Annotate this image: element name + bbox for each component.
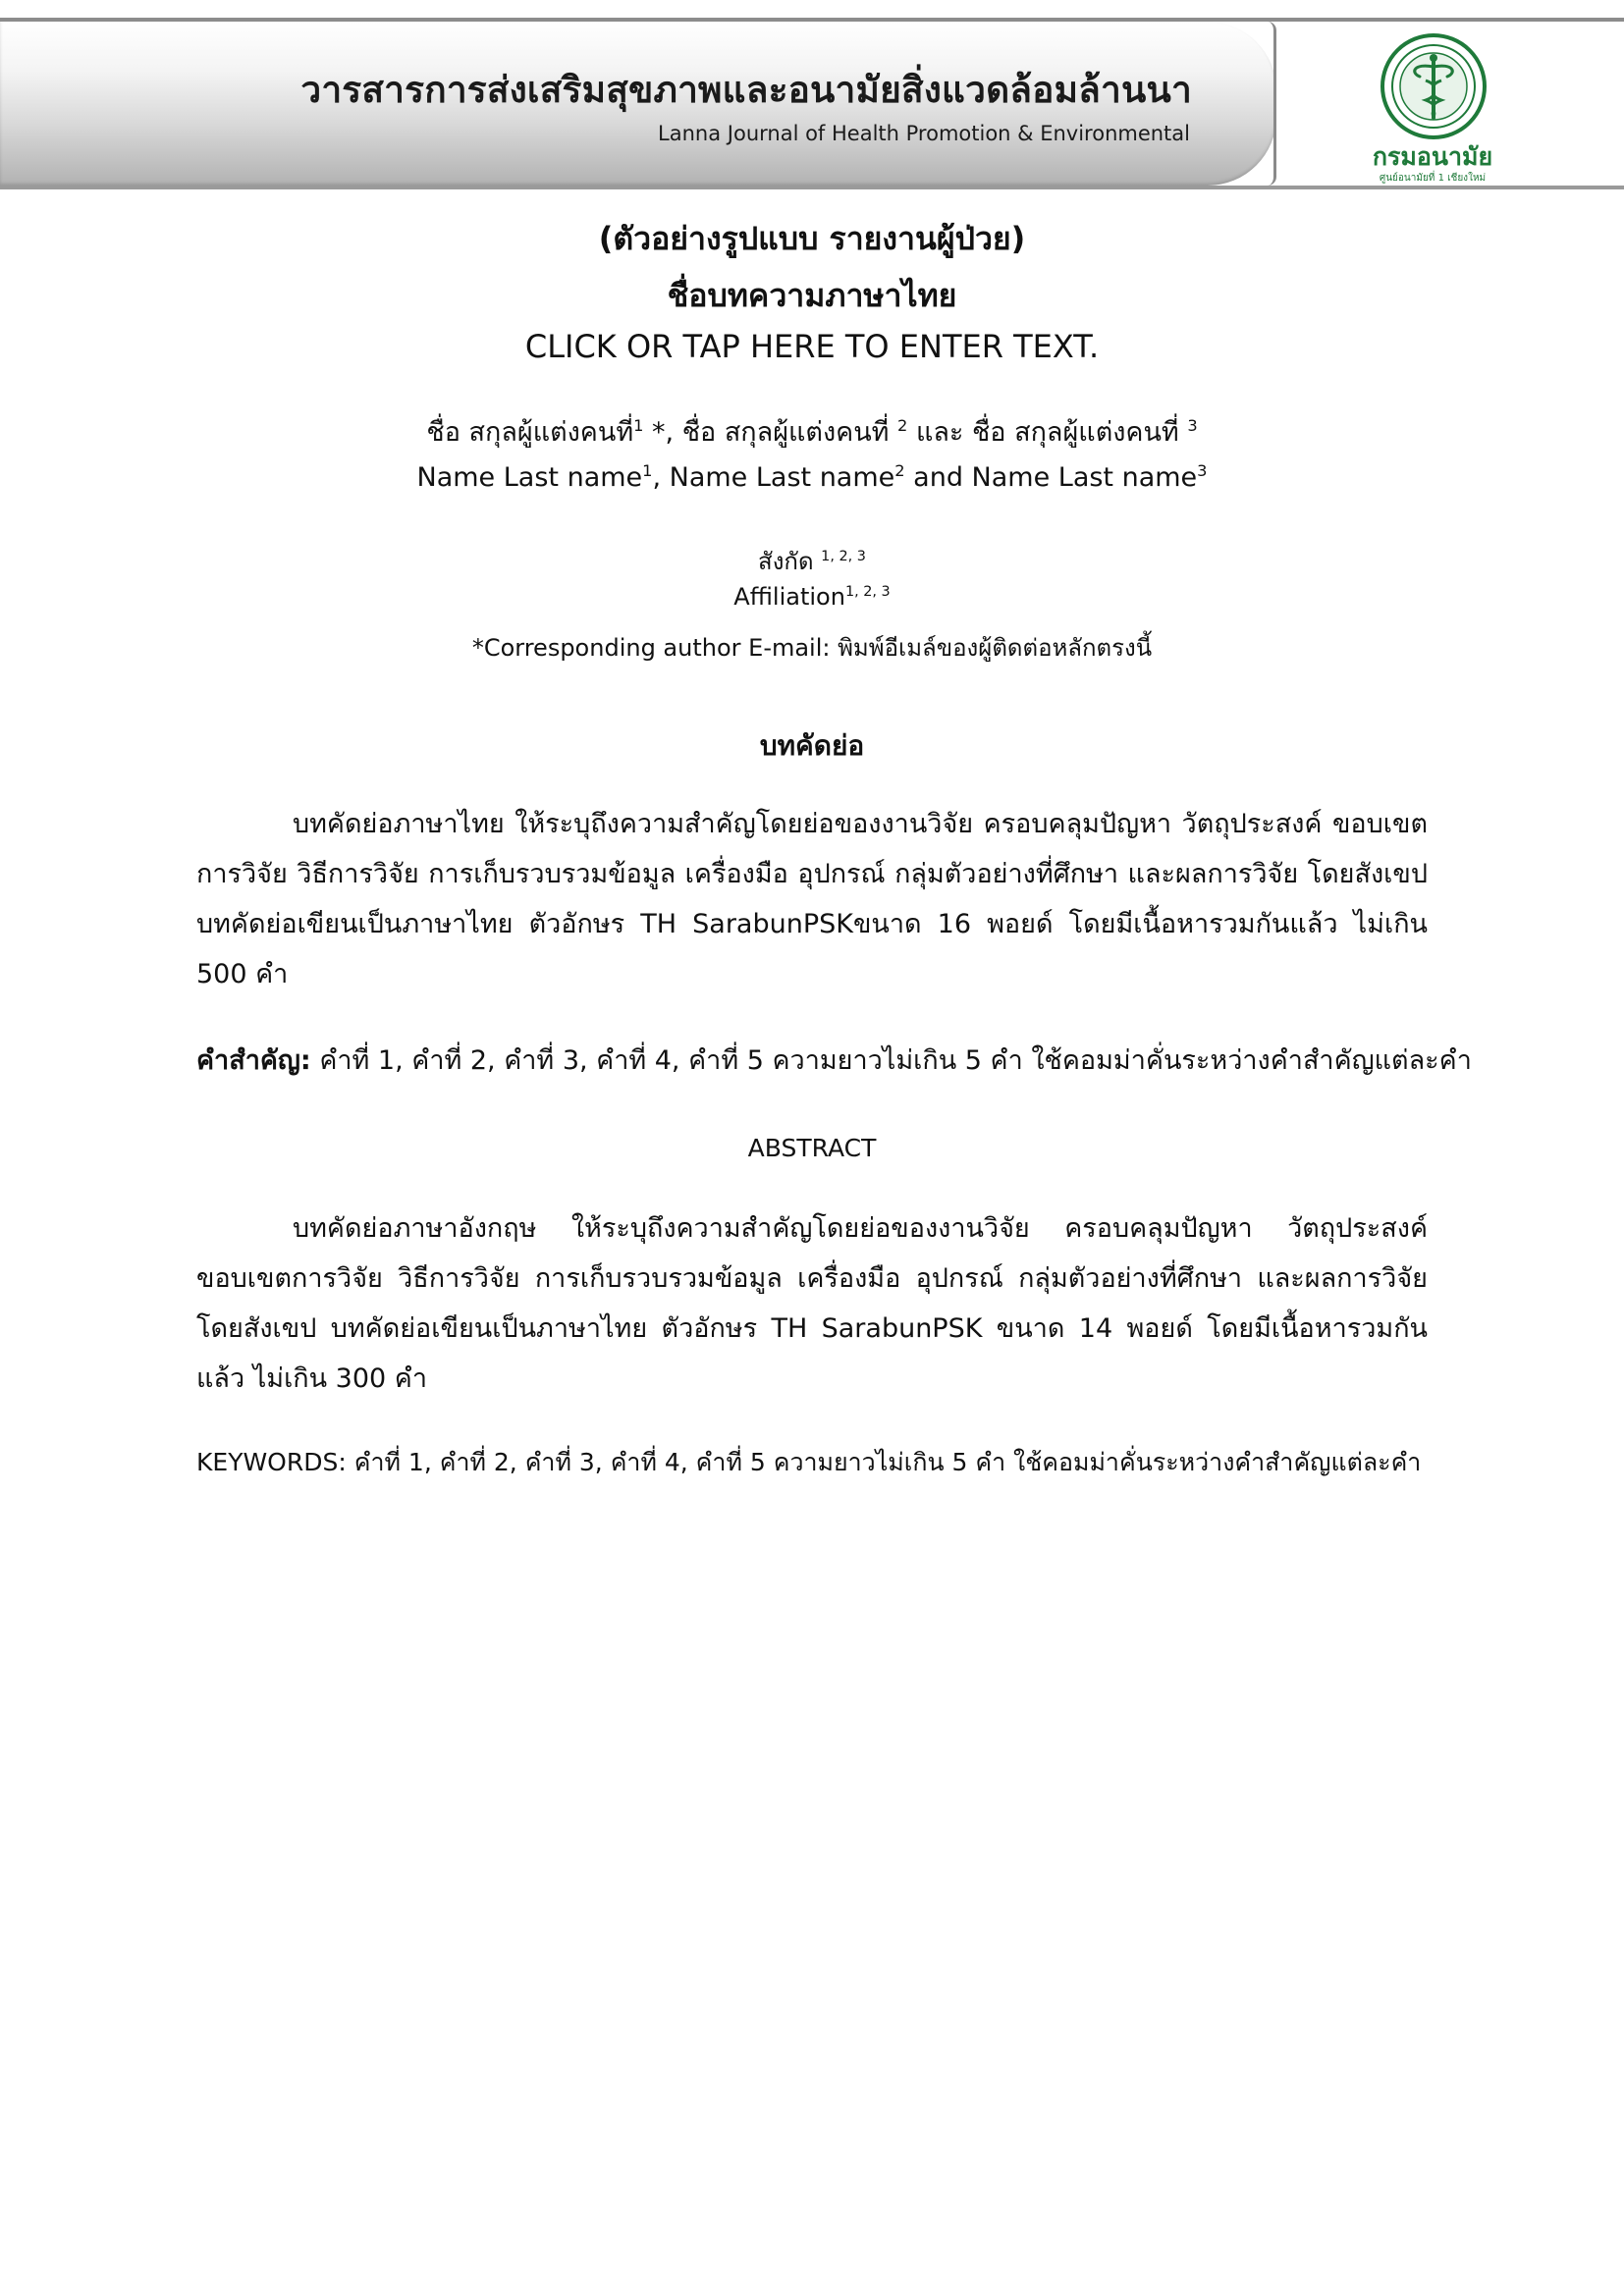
affiliation-english-marks: 1, 2, 3 [844,584,891,600]
author-1-english: Name Last name [416,462,643,493]
affiliation-thai [0,542,1624,580]
author-1-thai: ชื่อ สกุลผู้แต่งคนที่ [426,417,634,448]
corresponding-author-email: *Corresponding author E-mail: พิมพ์อีเมล์ของผู้ติดต่อหลักตรงนี้ [471,634,1153,662]
author-2-thai: ชื่อ สกุลผู้แต่งคนที่ [681,417,898,448]
affiliation-thai-label: สังกัด [758,548,822,575]
author-2-affil-mark-en: 2 [894,461,905,480]
author-1-affil-mark-en: 1 [642,461,653,480]
journal-title-thai: วารสารการส่งเสริมสุขภาพและอนามัยสิ่งแวดล้อมล้านนา [300,69,1192,111]
author-1-affil-mark: 1 [633,416,644,435]
author-3-affil-mark: 3 [1187,416,1198,435]
abstract-heading-english: ABSTRACT [747,1134,877,1162]
example-format-label: (ตัวอย่างรูปแบบ รายงานผู้ป่วย) [598,220,1026,257]
authors-english [0,461,1624,493]
article-title-english-placeholder[interactable]: CLICK OR TAP HERE TO ENTER TEXT. [524,328,1100,365]
authors-thai [0,410,1624,453]
journal-title-english: Lanna Journal of Health Promotion & Environmental [658,122,1190,145]
keywords-label-english: KEYWORDS: [196,1448,347,1476]
keywords-english [196,1443,1473,1482]
author-3-affil-mark-en: 3 [1197,461,1208,480]
affiliation-english-label: Affiliation [733,583,845,611]
keywords-list-thai: คำที่ 1, คำที่ 2, คำที่ 3, คำที่ 4, คำที่ 5 ความยาวไม่เกิน 5 คำ ใช้คอมม่าคั่นระหว่างคำสำคัญแต่ละคำ [310,1045,1472,1076]
caduceus-seal-icon [1365,29,1502,147]
article-title-thai: ชื่อบทความภาษาไทย [667,277,957,314]
abstract-body-english: บทคัดย่อภาษาอังกฤษ ให้ระบุถึงความสำคัญโดยย่อของงานวิจัย ครอบคลุมปัญหา วัตถุประสงค์ ขอบเขตการวิจัย วิธีการวิจัย การเก็บรวบรวมข้อมูล เครื่องมือ อุปกรณ์ กลุ่มตัวอย่างที่ศึกษา และผลการวิจัย โดยสังเขป บทคัดย่อเขียนเป็นภาษาไทย ตัวอักษร TH SarabunPSK ขนาด 14 พอยด์ โดยมีเนื้อหารวมกัน แล้ว ไม่เกิน 300 คำ [196,1213,1428,1394]
logo-subtitle: ศูนย์อนามัยที่ 1 เชียงใหม่ [1379,173,1487,184]
keywords-list-english: คำที่ 1, คำที่ 2, คำที่ 3, คำที่ 4, คำที่ 5 ความยาวไม่เกิน 5 คำ ใช้คอมม่าคั่นระหว่างคำสำคัญแต่ละคำ [346,1448,1422,1476]
author-2-english: , Name Last name [652,462,895,493]
keywords-label-thai: คำสำคัญ: [196,1045,311,1076]
author-3-thai: และ ชื่อ สกุลผู้แต่งคนที่ [907,417,1188,448]
keywords-thai [196,1039,1473,1081]
affiliation-english [0,583,1624,611]
abstract-heading-thai: บทคัดย่อ [759,729,865,762]
author-2-affil-mark: 2 [897,416,908,435]
logo-name: กรมอนามัย [1372,142,1493,171]
author-3-english: and Name Last name [904,462,1198,493]
affiliation-thai-marks: 1, 2, 3 [821,549,866,564]
corresponding-mark: *, [643,417,682,448]
abstract-body-thai: บทคัดย่อภาษาไทย ให้ระบุถึงความสำคัญโดยย่อของงานวิจัย ครอบคลุมปัญหา วัตถุประสงค์ ขอบเขตการวิจัย วิธีการวิจัย การเก็บรวบรวมข้อมูล เครื่องมือ อุปกรณ์ กลุ่มตัวอย่างที่ศึกษา และผลการวิจัย โดยสังเขป บทคัดย่อเขียนเป็นภาษาไทย ตัวอักษร TH SarabunPSKขนาด 16 พอยด์ โดยมีเนื้อหารวมกันแล้ว ไม่เกิน 500 คำ [196,809,1428,989]
